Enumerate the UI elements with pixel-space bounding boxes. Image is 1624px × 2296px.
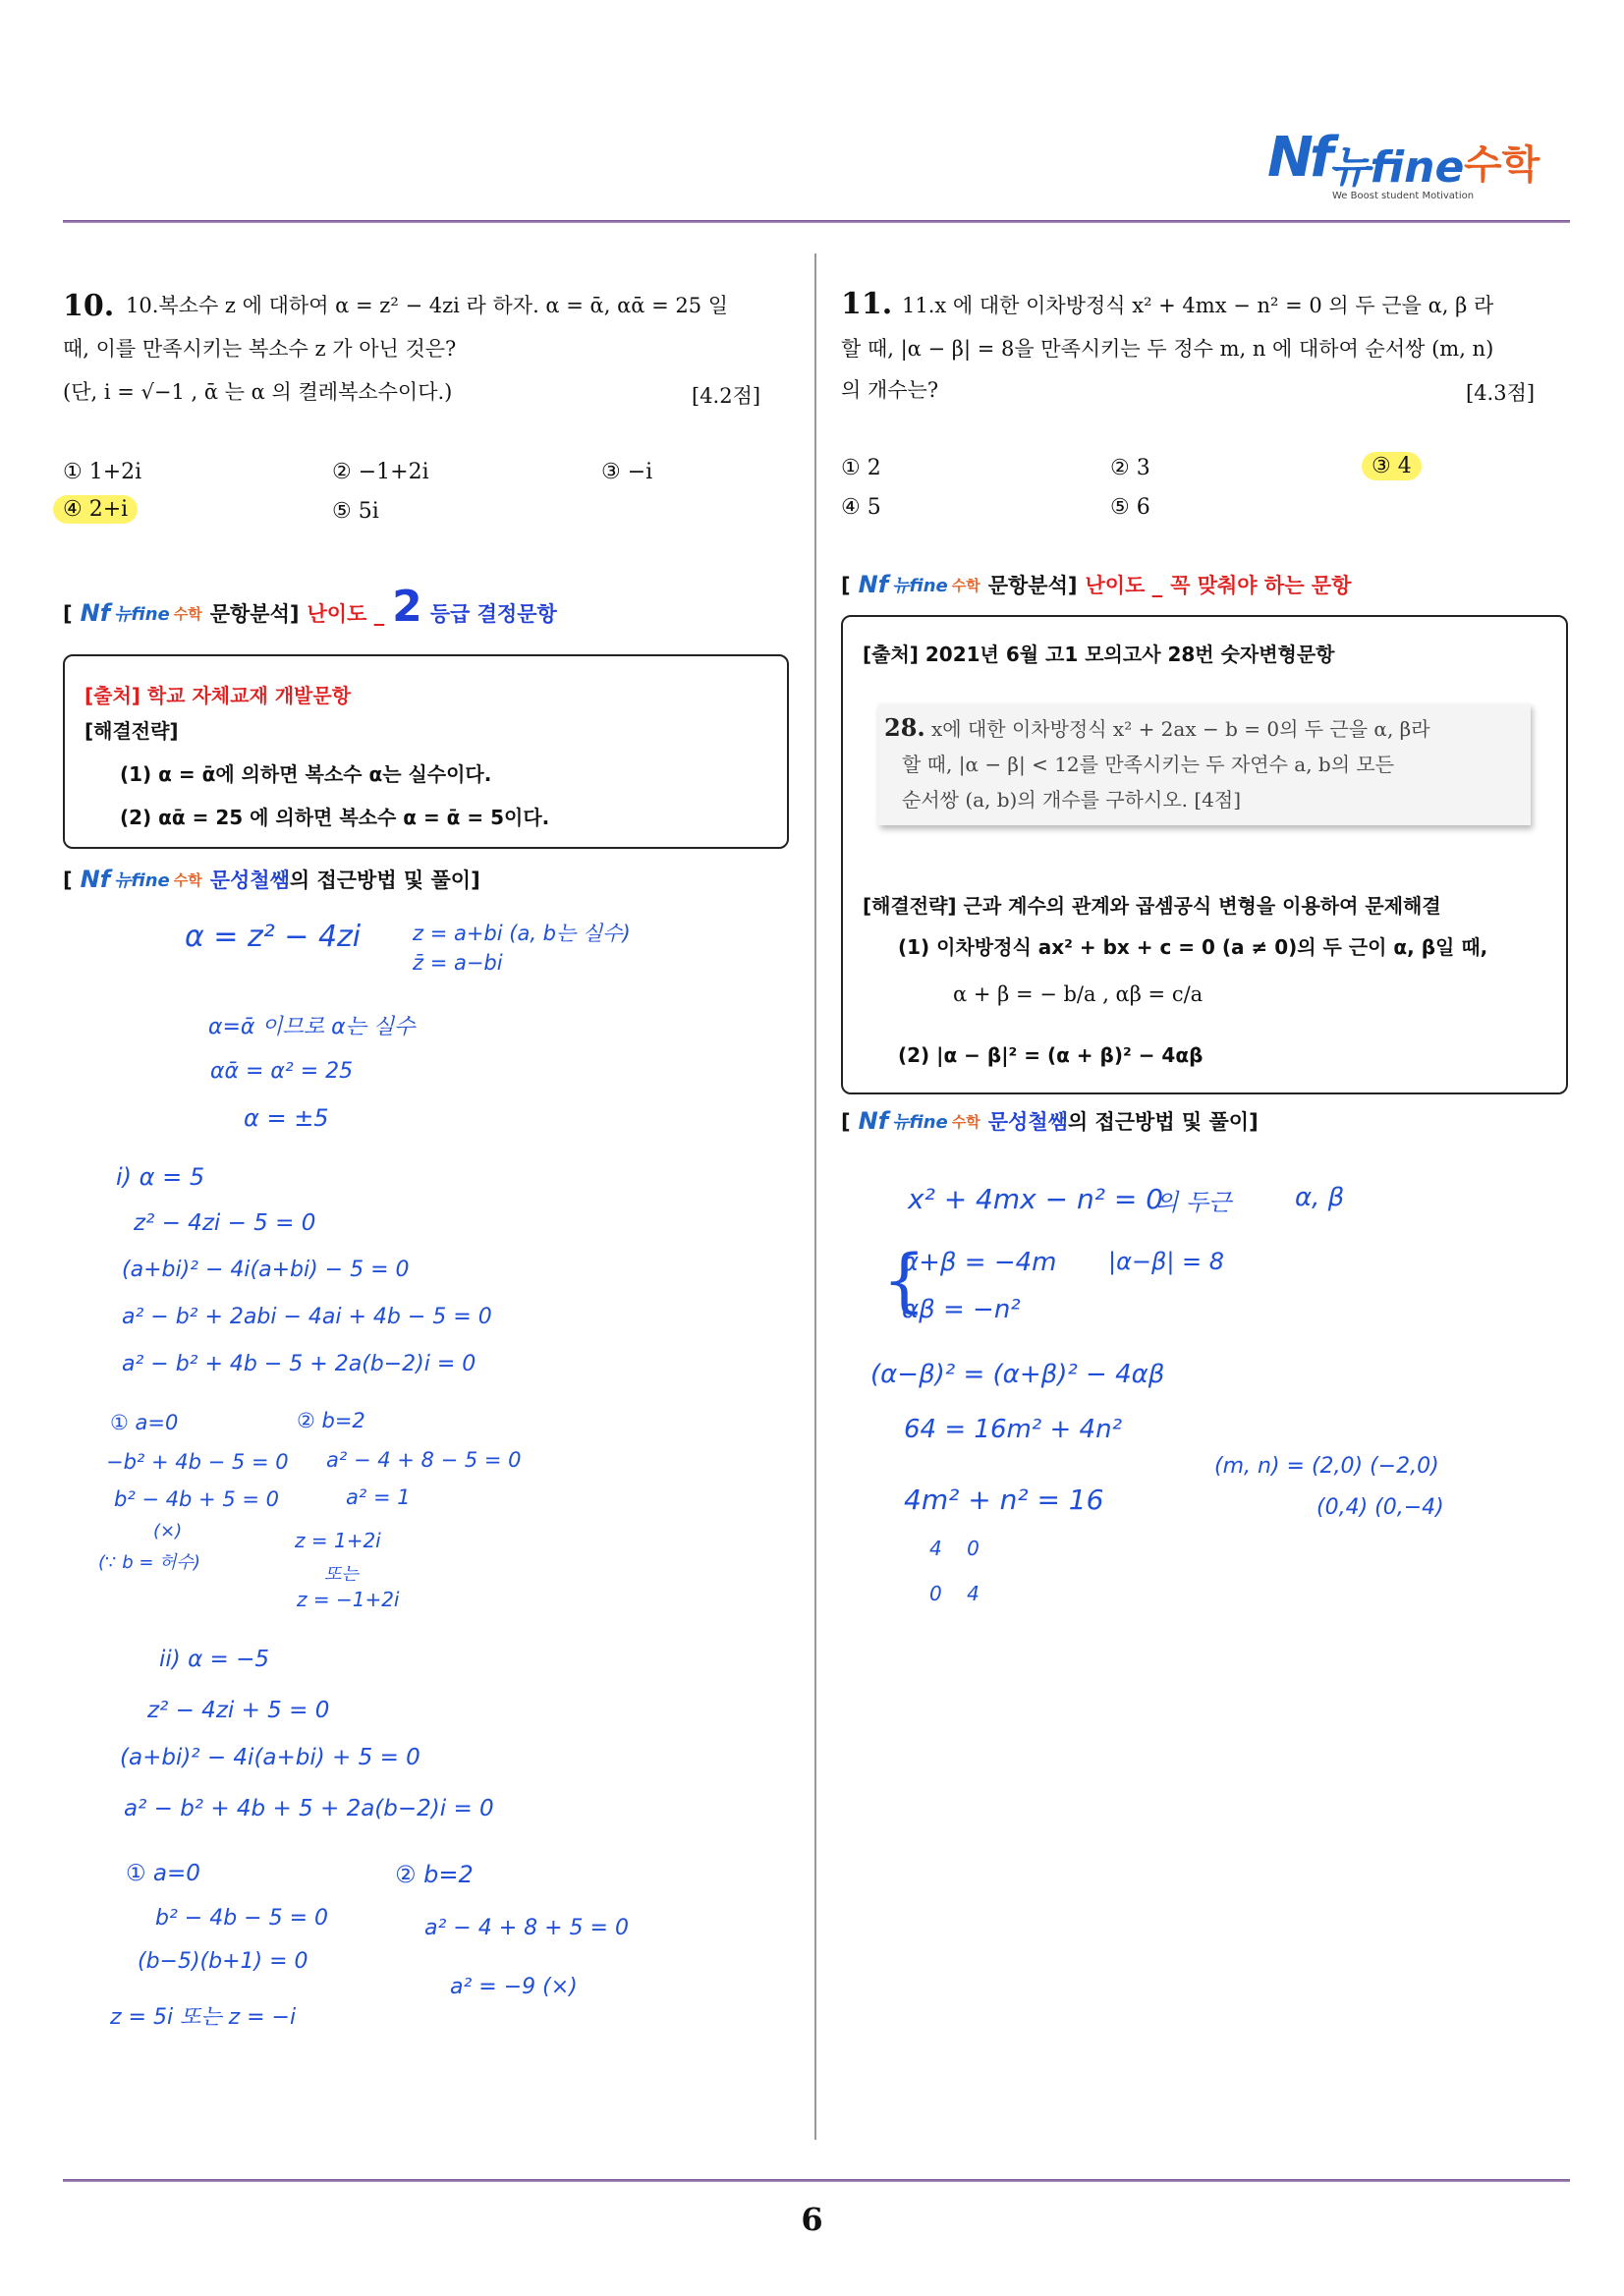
hw-line: (a+bi)² − 4i(a+bi) − 5 = 0 bbox=[122, 1258, 410, 1282]
choice-3[interactable]: ③ −i bbox=[601, 460, 653, 484]
box-item-2: (2) αᾱ = 25 에 의하면 복소수 α = ᾱ = 5이다. bbox=[120, 806, 550, 829]
mini-logo-subject: 수학 bbox=[173, 604, 202, 623]
bracket: [ bbox=[63, 602, 73, 626]
teacher-name: 문성철쌤 bbox=[987, 1110, 1068, 1134]
hw-line: |α−β| = 8 bbox=[1108, 1248, 1225, 1275]
hw-line: a² − b² + 4b + 5 + 2a(b−2)i = 0 bbox=[124, 1796, 494, 1821]
box-item-2: (2) |α − β|² = (α + β)² − 4αβ bbox=[898, 1043, 1204, 1067]
question-line: 11.x 에 대한 이차방정식 x² + 4mx − n² = 0 의 두 근을 α, β 라 bbox=[902, 294, 1494, 317]
choice-1[interactable]: ① 1+2i bbox=[63, 460, 142, 484]
solution-title-rest: 의 접근방법 및 풀이] bbox=[289, 868, 480, 892]
difficulty-label: 난이도 _ bbox=[307, 602, 385, 626]
question-line: (단, i = √−1 , ᾱ 는 α 의 켤레복소수이다.) bbox=[63, 380, 453, 404]
hw-line: 또는 bbox=[324, 1564, 359, 1585]
mini-logo-name: 뉴fine bbox=[892, 576, 948, 596]
hw-line: (∵ b = 허수) bbox=[98, 1552, 200, 1573]
mini-logo-mark: Nf bbox=[858, 571, 889, 598]
footer-rule bbox=[63, 2179, 1570, 2182]
mini-logo-mark: Nf bbox=[858, 1107, 889, 1135]
hw-line: (×) bbox=[153, 1521, 183, 1541]
mini-logo-name: 뉴fine bbox=[114, 604, 170, 625]
source-problem-image bbox=[878, 703, 1531, 825]
hw-line: ② b=2 bbox=[297, 1409, 365, 1432]
logo-tagline: We Boost student Motivation bbox=[1332, 191, 1475, 201]
mini-logo-name: 뉴fine bbox=[114, 870, 170, 891]
hw-line: x² + 4mx − n² = 0 bbox=[908, 1183, 1164, 1215]
hw-line: 4 0 bbox=[929, 1537, 980, 1560]
question-number: 10. bbox=[63, 289, 115, 323]
hw-line: α+β = −4m bbox=[902, 1248, 1057, 1277]
choice-2[interactable]: ② −1+2i bbox=[332, 460, 429, 484]
hw-line: α = z² − 4zi bbox=[185, 920, 362, 954]
inset-line: 순서쌍 (a, b)의 개수를 구하시오. [4점] bbox=[902, 788, 1242, 812]
choice-2[interactable]: ② 3 bbox=[1110, 456, 1150, 480]
inset-number: 28. bbox=[884, 713, 925, 742]
box-source: [출처] 학교 자체교재 개발문항 bbox=[84, 684, 352, 707]
hw-line: ii) α = −5 bbox=[159, 1647, 270, 1672]
bracket: [ bbox=[841, 574, 851, 597]
hw-line: a² − b² + 4b − 5 + 2a(b−2)i = 0 bbox=[122, 1352, 476, 1376]
hw-line: (m, n) = (2,0) (−2,0) bbox=[1214, 1454, 1439, 1479]
hw-line: b² − 4b − 5 = 0 bbox=[155, 1906, 328, 1931]
hw-line: b² − 4b + 5 = 0 bbox=[114, 1487, 279, 1511]
mini-logo bbox=[81, 866, 202, 893]
mini-logo bbox=[859, 571, 980, 598]
mini-logo-name: 뉴fine bbox=[892, 1112, 948, 1133]
box-source: [출처] 2021년 6월 고1 모의고사 28번 숫자변형문항 bbox=[863, 643, 1335, 666]
brace-mark: { bbox=[882, 1240, 926, 1320]
hw-line: a² − b² + 2abi − 4ai + 4b − 5 = 0 bbox=[122, 1305, 492, 1329]
bracket: [ bbox=[63, 868, 73, 892]
hw-line: αᾱ = α² = 25 bbox=[210, 1059, 354, 1084]
analysis-header bbox=[63, 582, 557, 632]
difficulty-label: 난이도 _ bbox=[1085, 574, 1163, 597]
hw-line: z = −1+2i bbox=[297, 1588, 400, 1611]
box-strategy: [해결전략] 근과 계수의 관계와 곱셈공식 변형을 이용하여 문제해결 bbox=[863, 894, 1441, 918]
hw-line: (α−β)² = (α+β)² − 4αβ bbox=[870, 1360, 1165, 1389]
header-rule bbox=[63, 220, 1570, 223]
mini-logo-mark: Nf bbox=[80, 866, 111, 893]
hw-line: ① a=0 bbox=[110, 1411, 179, 1434]
hw-line: ① a=0 bbox=[126, 1861, 200, 1886]
hw-line: z² − 4zi + 5 = 0 bbox=[147, 1698, 330, 1723]
hw-line: (b−5)(b+1) = 0 bbox=[138, 1949, 308, 1974]
analysis-header bbox=[841, 570, 1351, 599]
question-line: 의 개수는? bbox=[841, 378, 939, 402]
question-number: 11. bbox=[841, 287, 893, 321]
column-divider bbox=[814, 253, 816, 2140]
logo-mark: Nf bbox=[1267, 126, 1330, 190]
question-line: 때, 이를 만족시키는 복소수 z 가 아닌 것은? bbox=[63, 337, 457, 361]
question-points: [4.3점] bbox=[1466, 381, 1536, 405]
hw-line: z̄ = a−bi bbox=[413, 951, 503, 975]
question-line: 할 때, |α − β| = 8을 만족시키는 두 정수 m, n 에 대하여 순서쌍 (m, n) bbox=[841, 337, 1494, 361]
choice-4-selected[interactable]: ④ 2+i bbox=[53, 495, 138, 524]
hw-line: 0 4 bbox=[929, 1582, 980, 1605]
box-strategy: [해결전략] bbox=[84, 719, 179, 743]
solution-title-rest: 의 접근방법 및 풀이] bbox=[1067, 1110, 1259, 1134]
q11-strategy-box bbox=[841, 615, 1568, 1094]
difficulty-grade-number: 2 bbox=[392, 582, 422, 632]
difficulty-text: 꼭 맞춰야 하는 문항 bbox=[1170, 574, 1352, 597]
hw-line: α=ᾱ 이므로 α는 실수 bbox=[208, 1015, 416, 1039]
choice-5[interactable]: ⑤ 5i bbox=[332, 499, 379, 524]
hw-line: ② b=2 bbox=[395, 1861, 474, 1888]
inset-line: x에 대한 이차방정식 x² + 2ax − b = 0의 두 근을 α, β라 bbox=[931, 717, 1430, 741]
mini-logo-subject: 수학 bbox=[951, 576, 980, 594]
difficulty-grade-text: 등급 결정문항 bbox=[429, 602, 557, 626]
question-line: 10.복소수 z 에 대하여 α = z² − 4zi 라 하자. α = ᾱ, αᾱ = 25 일 bbox=[126, 294, 729, 317]
header-logo bbox=[1267, 126, 1562, 204]
question-points: [4.2점] bbox=[692, 384, 761, 408]
hw-line: i) α = 5 bbox=[116, 1163, 205, 1191]
hw-line: a² = −9 (×) bbox=[450, 1975, 578, 1999]
hw-line: z² − 4zi − 5 = 0 bbox=[134, 1210, 316, 1236]
analysis-label: 문항분석] bbox=[987, 574, 1078, 597]
hw-line: z = a+bi (a, b는 실수) bbox=[413, 922, 631, 945]
hw-line: (a+bi)² − 4i(a+bi) + 5 = 0 bbox=[120, 1745, 420, 1770]
hw-line: 4m² + n² = 16 bbox=[904, 1484, 1104, 1516]
solution-header bbox=[841, 1106, 1259, 1136]
hw-line: 64 = 16m² + 4n² bbox=[904, 1415, 1122, 1444]
mini-logo-subject: 수학 bbox=[951, 1112, 980, 1131]
choice-3-selected[interactable]: ③ 4 bbox=[1362, 452, 1422, 480]
hw-line: αβ = −n² bbox=[902, 1295, 1021, 1324]
hw-line: z = 1+2i bbox=[295, 1529, 381, 1552]
teacher-name: 문성철쌤 bbox=[209, 868, 290, 892]
choice-1[interactable]: ① 2 bbox=[841, 456, 881, 480]
choice-5[interactable]: ⑤ 6 bbox=[1110, 495, 1150, 520]
mini-logo-mark: Nf bbox=[80, 599, 111, 627]
mini-logo bbox=[81, 599, 202, 627]
analysis-label: 문항분석] bbox=[209, 602, 300, 626]
q10-strategy-box bbox=[63, 654, 789, 849]
logo-subject: 수학 bbox=[1464, 142, 1540, 188]
logo-name: 뉴fine bbox=[1328, 142, 1465, 193]
hw-line: z = 5i 또는 z = −i bbox=[110, 2005, 297, 2030]
box-item-1: (1) 이차방정식 ax² + bx + c = 0 (a ≠ 0)의 두 근이 α, β일 때, bbox=[898, 935, 1488, 959]
box-item-1-formula: α + β = − b/a , αβ = c/a bbox=[953, 982, 1204, 1006]
box-item-1: (1) α = ᾱ에 의하면 복소수 α는 실수이다. bbox=[120, 762, 492, 786]
mini-logo bbox=[859, 1107, 980, 1135]
hw-line: α, β bbox=[1295, 1183, 1345, 1212]
inset-line: 할 때, |α − β| < 12를 만족시키는 두 자연수 a, b의 모든 bbox=[902, 753, 1395, 776]
choice-4[interactable]: ④ 5 bbox=[841, 495, 881, 520]
hw-line: a² − 4 + 8 + 5 = 0 bbox=[424, 1916, 629, 1940]
hw-line: a² = 1 bbox=[346, 1485, 411, 1509]
hw-line: −b² + 4b − 5 = 0 bbox=[106, 1450, 289, 1474]
mini-logo-subject: 수학 bbox=[173, 870, 202, 889]
hw-line: a² − 4 + 8 − 5 = 0 bbox=[326, 1448, 522, 1472]
solution-header bbox=[63, 865, 480, 894]
bracket: [ bbox=[841, 1110, 851, 1134]
hw-line: 의 두근 bbox=[1155, 1189, 1232, 1216]
hw-line: α = ±5 bbox=[244, 1104, 329, 1132]
page-number: 6 bbox=[801, 2201, 823, 2238]
hw-line: (0,4) (0,−4) bbox=[1316, 1495, 1444, 1520]
